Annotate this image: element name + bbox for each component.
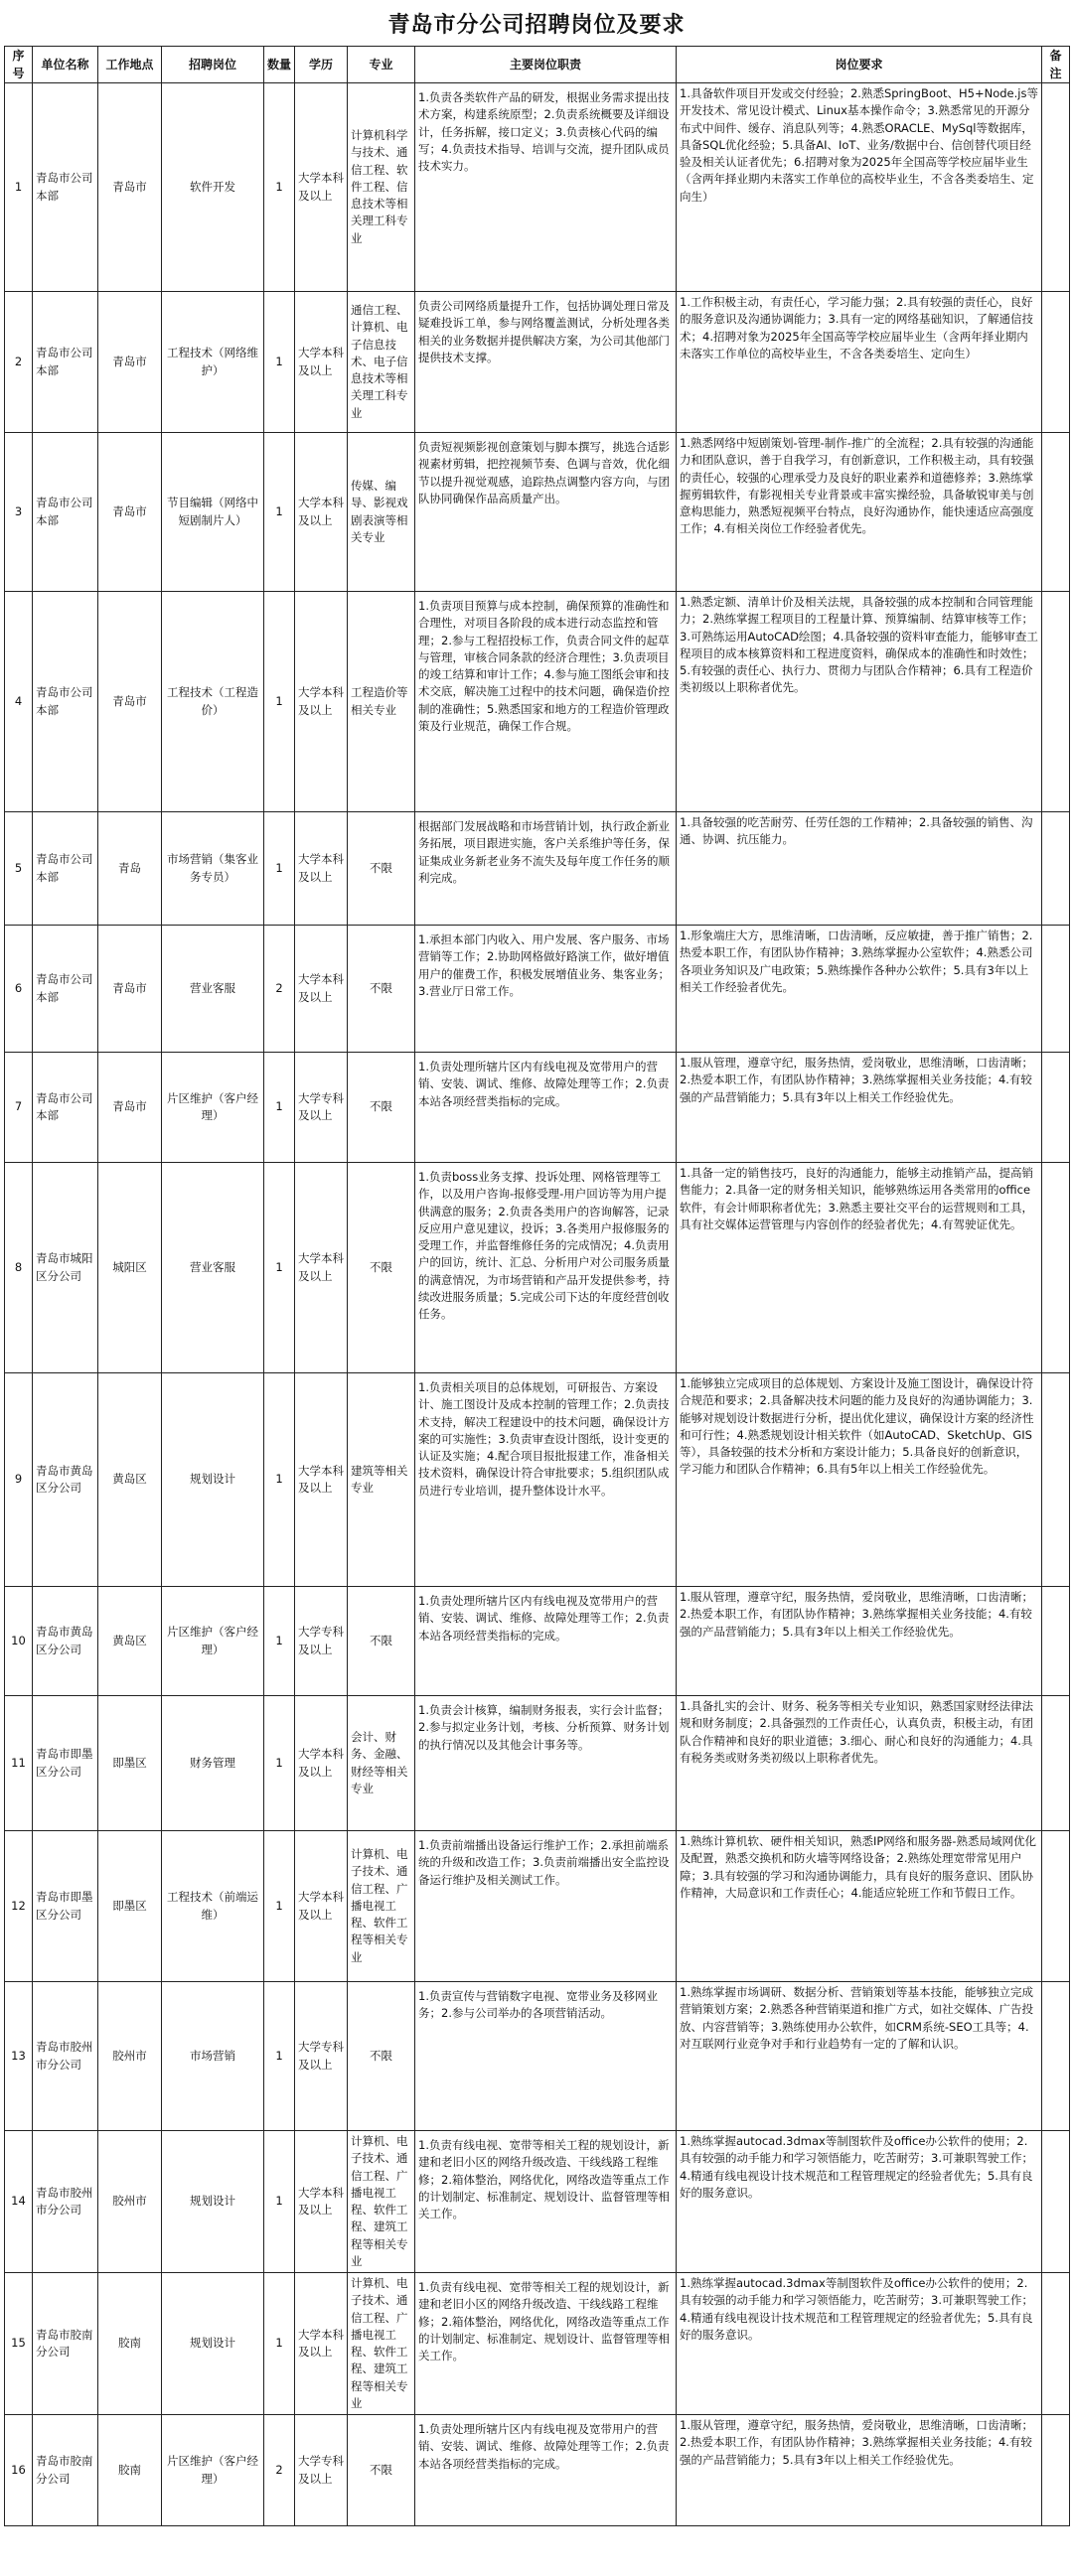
- cell-note: [1042, 1982, 1070, 2131]
- cell-duties: 负责公司网络质量提升工作，包括协调处理日常及疑难投诉工单，参与网络覆盖测试，分析处理各类相关的业务数据并提供解决方案，为公司其他部门提供技术支撑。: [415, 292, 677, 433]
- cell-duties: 1.负责会计核算，编制财务报表，实行会计监督；2.参与拟定业务计划，考核、分析预算、财务计划的执行情况以及其他会计事务等。: [415, 1696, 677, 1831]
- cell-major: 不限: [348, 1587, 415, 1696]
- cell-education: 大学本科及以上: [295, 812, 348, 926]
- cell-note: [1042, 1053, 1070, 1163]
- cell-education: 大学专科及以上: [295, 2415, 348, 2526]
- cell-major: 不限: [348, 2415, 415, 2526]
- cell-requirements: 1.服从管理，遵章守纪，服务热情，爱岗敬业，思维清晰，口齿清晰；2.热爱本职工作，有团队协作精神；3.熟练掌握相关业务技能；4.有较强的产品营销能力；5.具有3年以上相关工作经验优先。: [677, 2415, 1042, 2526]
- cell-requirements: 1.具备一定的销售技巧，良好的沟通能力，能够主动推销产品，提高销售能力；2.具备一定的财务相关知识，能够熟练运用各类常用的office软件，有会计师职称者优先；3.熟悉主要社交平台的运营规则和工具，具有社交媒体运营管理与内容创作的经验者优先；4.有驾驶证优先。: [677, 1163, 1042, 1373]
- cell-major: 不限: [348, 1053, 415, 1163]
- cell-duties: 1.负责处理所辖片区内有线电视及宽带用户的营销、安装、调试、维修、故障处理等工作；2.负责本站各项经营类指标的完成。: [415, 1053, 677, 1163]
- cell-duties: 1.负责boss业务支撑、投诉处理、网格管理等工作，以及用户咨询-报修受理-用户回访等为用户提供满意的服务；2.负责各类用户的咨询解答，记录反应用户意见建议，投诉；3.各类用户报修服务的受理工作，并监督维修任务的完成情况；4.负责用户的回访，统计、汇总、分析用户对公司服务质量的满意情况，为市场营销和产品开发提供参考，持续改进服务质量；5.完成公司下达的年度经营创收任务。: [415, 1163, 677, 1373]
- cell-requirements: 1.熟悉定额、清单计价及相关法规，具备较强的成本控制和合同管理能力；2.熟练掌握工程项目的工程量计算、预算编制、结算审核等工作；3.可熟练运用AutoCAD绘图；4.具备较强的资料审查能力，能够审查工程项目的成本核算资料和工程进度资料，确保成本的准确性和时效性；5.有较强的责任心、执行力、贯彻力与团队合作精神；6.具有工程造价类初级以上职称者优先。: [677, 592, 1042, 812]
- cell-major: 不限: [348, 812, 415, 926]
- cell-location: 胶州市: [98, 1982, 162, 2131]
- table-row: [5, 292, 1070, 433]
- table-row: [5, 926, 1070, 1053]
- table-row: [5, 1831, 1070, 1982]
- cell-education: 大学专科及以上: [295, 1982, 348, 2131]
- cell-location: 胶南: [98, 2273, 162, 2415]
- cell-count: 1: [264, 1587, 295, 1696]
- cell-location: 青岛市: [98, 433, 162, 592]
- cell-duties: 1.负责项目预算与成本控制，确保预算的准确性和合理性，对项目各阶段的成本进行动态监控和管理；2.参与工程招投标工作，负责合同文件的起草与管理，审核合同条款的经济合理性；3.负责项目的竣工结算和审计工作；4.参与施工图纸会审和技术交底，解决施工过程中的技术问题，确保造价控制的准确性；5.熟悉国家和地方的工程造价管理政策及行业规范，确保工作合规。: [415, 592, 677, 812]
- cell-duties: 根据部门发展战略和市场营销计划，执行政企新业务拓展，项目跟进实施，客户关系维护等任务，保证集成业务新老业务不流失及每年度工作任务的顺利完成。: [415, 812, 677, 926]
- cell-unit: 青岛市公司本部: [33, 812, 98, 926]
- cell-unit: 青岛市公司本部: [33, 1053, 98, 1163]
- cell-no: 15: [5, 2273, 33, 2415]
- cell-education: 大学本科及以上: [295, 592, 348, 812]
- cell-major: 不限: [348, 1163, 415, 1373]
- cell-count: 1: [264, 1982, 295, 2131]
- header-unit: 单位名称: [33, 47, 98, 83]
- cell-count: 2: [264, 2415, 295, 2526]
- cell-major: 计算机科学与技术、通信工程、软件工程、信息技术等相关理工科专业: [348, 83, 415, 292]
- cell-note: [1042, 2273, 1070, 2415]
- cell-unit: 青岛市公司本部: [33, 292, 98, 433]
- cell-major: 不限: [348, 926, 415, 1053]
- cell-no: 7: [5, 1053, 33, 1163]
- cell-education: 大学本科及以上: [295, 2131, 348, 2273]
- cell-count: 1: [264, 292, 295, 433]
- cell-duties: 1.负责前端播出设备运行维护工作；2.承担前端系统的升级和改造工作；3.负责前端播出安全监控设备运行维护及相关测试工作。: [415, 1831, 677, 1982]
- page-title: 青岛市分公司招聘岗位及要求: [387, 13, 686, 38]
- cell-location: 即墨区: [98, 1696, 162, 1831]
- table-row: [5, 2273, 1070, 2415]
- table-row: [5, 433, 1070, 592]
- cell-requirements: 1.熟练计算机软、硬件相关知识，熟悉IP网络和服务器-熟悉局域网优化及配置，熟悉交换机和防火墙等网络设备；2.熟练处理宽带常见用户障；3.具有较强的学习和沟通协调能力，具有良好的服务意识、团队协作精神，大局意识和工作责任心；4.能适应轮班工作和节假日工作。: [677, 1831, 1042, 1982]
- cell-position: 市场营销（集客业务专员）: [162, 812, 264, 926]
- cell-note: [1042, 292, 1070, 433]
- cell-count: 2: [264, 926, 295, 1053]
- cell-no: 5: [5, 812, 33, 926]
- cell-count: 1: [264, 2131, 295, 2273]
- table-row: [5, 2131, 1070, 2273]
- cell-position: 工程技术（前端运维）: [162, 1831, 264, 1982]
- cell-unit: 青岛市即墨区分公司: [33, 1696, 98, 1831]
- cell-duties: 1.负责有线电视、宽带等相关工程的规划设计，新建和老旧小区的网络升级改造、干线线路工程维修；2.箱体整治，网络优化，网络改造等重点工作的计划制定、标准制定、规划设计、监督管理等相关工作。: [415, 2273, 677, 2415]
- header-position: 招聘岗位: [162, 47, 264, 83]
- cell-location: 即墨区: [98, 1831, 162, 1982]
- cell-education: 大学本科及以上: [295, 1831, 348, 1982]
- cell-position: 工程技术（网络维护）: [162, 292, 264, 433]
- cell-education: 大学本科及以上: [295, 83, 348, 292]
- table-row: [5, 1587, 1070, 1696]
- cell-no: 13: [5, 1982, 33, 2131]
- cell-requirements: 1.熟练掌握市场调研、数据分析、营销策划等基本技能，能够独立完成营销策划方案；2.熟悉各种营销渠道和推广方式，如社交媒体、广告投放、内容营销等；3.熟练使用办公软件，如CRM系统-SEO工具等；4.对互联网行业竞争对手和行业趋势有一定的了解和认识。: [677, 1982, 1042, 2131]
- cell-major: 不限: [348, 1982, 415, 2131]
- cell-requirements: 1.具备较强的吃苦耐劳、任劳任怨的工作精神；2.具备较强的销售、沟通、协调、抗压能力。: [677, 812, 1042, 926]
- cell-count: 1: [264, 2273, 295, 2415]
- cell-major: 传媒、编导、影视戏剧表演等相关专业: [348, 433, 415, 592]
- table-row: [5, 2415, 1070, 2526]
- cell-note: [1042, 1587, 1070, 1696]
- cell-duties: 负责短视频影视创意策划与脚本撰写，挑选合适影视素材剪辑，把控视频节奏、色调与音效，优化细节以提升视觉观感，追踪热点调整内容方向，与团队协同确保作品高质量产出。: [415, 433, 677, 592]
- table-row: [5, 1373, 1070, 1587]
- cell-no: 10: [5, 1587, 33, 1696]
- cell-position: 规划设计: [162, 2131, 264, 2273]
- cell-no: 3: [5, 433, 33, 592]
- cell-location: 青岛市: [98, 83, 162, 292]
- cell-count: 1: [264, 1163, 295, 1373]
- cell-education: 大学本科及以上: [295, 433, 348, 592]
- cell-position: 工程技术（工程造价）: [162, 592, 264, 812]
- cell-unit: 青岛市公司本部: [33, 83, 98, 292]
- header-duties: 主要岗位职责: [415, 47, 677, 83]
- cell-count: 1: [264, 1696, 295, 1831]
- header-note: 备注: [1042, 47, 1070, 83]
- cell-count: 1: [264, 433, 295, 592]
- cell-position: 规划设计: [162, 2273, 264, 2415]
- table-row: [5, 592, 1070, 812]
- cell-location: 胶州市: [98, 2131, 162, 2273]
- cell-duties: 1.负责处理所辖片区内有线电视及宽带用户的营销、安装、调试、维修、故障处理等工作；2.负责本站各项经营类指标的完成。: [415, 2415, 677, 2526]
- cell-education: 大学本科及以上: [295, 292, 348, 433]
- cell-note: [1042, 2415, 1070, 2526]
- cell-education: 大学本科及以上: [295, 1373, 348, 1587]
- cell-note: [1042, 1831, 1070, 1982]
- cell-duties: 1.负责宣传与营销数字电视、宽带业务及移网业务；2.参与公司举办的各项营销活动。: [415, 1982, 677, 2131]
- cell-note: [1042, 812, 1070, 926]
- cell-position: 营业客服: [162, 1163, 264, 1373]
- header-location: 工作地点: [98, 47, 162, 83]
- cell-note: [1042, 1373, 1070, 1587]
- cell-position: 片区维护（客户经理）: [162, 1053, 264, 1163]
- header-requirements: 岗位要求: [677, 47, 1042, 83]
- cell-note: [1042, 83, 1070, 292]
- header-education: 学历: [295, 47, 348, 83]
- cell-requirements: 1.形象端庄大方，思维清晰，口齿清晰，反应敏捷，善于推广销售；2.热爱本职工作，有团队协作精神；3.熟练掌握办公室软件；4.熟悉公司各项业务知识及广电政策；5.熟练操作各种办公软件；5.具有3年以上相关工作经验者优先。: [677, 926, 1042, 1053]
- cell-location: 青岛: [98, 812, 162, 926]
- cell-requirements: 1.服从管理，遵章守纪，服务热情，爱岗敬业，思维清晰，口齿清晰；2.热爱本职工作，有团队协作精神；3.熟练掌握相关业务技能；4.有较强的产品营销能力；5.具有3年以上相关工作经验优先。: [677, 1587, 1042, 1696]
- cell-location: 青岛市: [98, 592, 162, 812]
- cell-education: 大学本科及以上: [295, 1696, 348, 1831]
- cell-requirements: 1.能够独立完成项目的总体规划、方案设计及施工图设计，确保设计符合规范和要求；2.具备解决技术问题的能力及良好的沟通协调能力；3.能够对规划设计数据进行分析，提出优化建议，确保设计方案的经济性和可行性；4.熟悉规划设计相关软件（如AutoCAD、SketchUp、GIS等），具备较强的技术分析和方案设计能力；5.具备良好的创新意识，学习能力和团队合作精神；6.具有5年以上相关工作经验优先。: [677, 1373, 1042, 1587]
- cell-position: 财务管理: [162, 1696, 264, 1831]
- cell-requirements: 1.具备扎实的会计、财务、税务等相关专业知识，熟悉国家财经法律法规和财务制度；2.具备强烈的工作责任心，认真负责，积极主动，有团队合作精神和良好的职业道德；3.细心、耐心和良好的沟通能力；4.具有税务类或财务类初级以上职称者优先。: [677, 1696, 1042, 1831]
- cell-note: [1042, 1163, 1070, 1373]
- cell-no: 1: [5, 83, 33, 292]
- cell-duties: 1.负责处理所辖片区内有线电视及宽带用户的营销、安装、调试、维修、故障处理等工作；2.负责本站各项经营类指标的完成。: [415, 1587, 677, 1696]
- table-row: [5, 1982, 1070, 2131]
- cell-no: 16: [5, 2415, 33, 2526]
- cell-major: 工程造价等相关专业: [348, 592, 415, 812]
- cell-duties: 1.负责相关项目的总体规划，可研报告、方案设计、施工图设计及成本控制的管理工作；2.负责技术支持，解决工程建设中的技术问题，确保设计方案的可实施性；3.负责审查设计图纸，设计变更的认证及实施；4.配合项目报批报建工作，准备相关技术资料，确保设计符合审批要求；5.组织团队成员进行专业培训，提升整体设计水平。: [415, 1373, 677, 1587]
- cell-unit: 青岛市公司本部: [33, 926, 98, 1053]
- cell-unit: 青岛市胶州市分公司: [33, 1982, 98, 2131]
- cell-location: 黄岛区: [98, 1373, 162, 1587]
- cell-requirements: 1.熟练掌握autocad.3dmax等制图软件及office办公软件的使用；2.具有较强的动手能力和学习领悟能力，吃苦耐劳；3.可兼职驾驶工作；4.精通有线电视设计技术规范和工程管理规定的经验者优先；5.具有良好的服务意识。: [677, 2273, 1042, 2415]
- cell-duties: 1.负责各类软件产品的研发，根据业务需求提出技术方案，构建系统原型；2.负责系统概要及详细设计，任务拆解，接口定义；3.负责核心代码的编写；4.负责技术指导、培训与交流，提升团队成员技术实力。: [415, 83, 677, 292]
- cell-unit: 青岛市胶州市分公司: [33, 2131, 98, 2273]
- cell-unit: 青岛市黄岛区分公司: [33, 1373, 98, 1587]
- cell-unit: 青岛市胶南分公司: [33, 2415, 98, 2526]
- cell-no: 4: [5, 592, 33, 812]
- cell-education: 大学本科及以上: [295, 2273, 348, 2415]
- cell-location: 青岛市: [98, 926, 162, 1053]
- table-row: [5, 1053, 1070, 1163]
- cell-note: [1042, 2131, 1070, 2273]
- header-major: 专业: [348, 47, 415, 83]
- cell-education: 大学本科及以上: [295, 926, 348, 1053]
- cell-unit: 青岛市胶南分公司: [33, 2273, 98, 2415]
- cell-location: 青岛市: [98, 292, 162, 433]
- cell-position: 营业客服: [162, 926, 264, 1053]
- cell-requirements: 1.熟练掌握autocad.3dmax等制图软件及office办公软件的使用；2.具有较强的动手能力和学习领悟能力，吃苦耐劳；3.可兼职驾驶工作；4.精通有线电视设计技术规范和工程管理规定的经验者优先；5.具有良好的服务意识。: [677, 2131, 1042, 2273]
- table-row: [5, 1696, 1070, 1831]
- cell-duties: 1.承担本部门内收入、用户发展、客户服务、市场营销等工作；2.协助网格做好路演工作，做好增值用户的催费工作，积极发展增值业务、集客业务；3.营业厅日常工作。: [415, 926, 677, 1053]
- cell-education: 大学专科及以上: [295, 1587, 348, 1696]
- cell-location: 城阳区: [98, 1163, 162, 1373]
- table-row: [5, 812, 1070, 926]
- cell-position: 片区维护（客户经理）: [162, 2415, 264, 2526]
- cell-major: 计算机、电子技术、通信工程、广播电视工程、软件工程、建筑工程等相关专业: [348, 2273, 415, 2415]
- cell-major: 通信工程、计算机、电子信息技术、电子信息技术等相关理工科专业: [348, 292, 415, 433]
- cell-count: 1: [264, 1831, 295, 1982]
- cell-education: 大学专科及以上: [295, 1053, 348, 1163]
- cell-requirements: 1.熟悉网络中短剧策划-管理-制作-推广的全流程；2.具有较强的沟通能力和团队意识，善于自我学习，有创新意识，工作积极主动，具有较强的责任心，较强的心理承受力及良好的职业素养和道德修养；3.熟练掌握剪辑软件，有影视相关专业背景或丰富实操经验，具备敏锐审美与创意构思能力，熟悉短视频平台特点，良好沟通协作，能快速适应高强度工作；4.有相关岗位工作经验者优先。: [677, 433, 1042, 592]
- cell-count: 1: [264, 1053, 295, 1163]
- cell-note: [1042, 1696, 1070, 1831]
- cell-no: 9: [5, 1373, 33, 1587]
- cell-no: 12: [5, 1831, 33, 1982]
- cell-education: 大学本科及以上: [295, 1163, 348, 1373]
- cell-duties: 1.负责有线电视、宽带等相关工程的规划设计，新建和老旧小区的网络升级改造、干线线路工程维修；2.箱体整治，网络优化，网络改造等重点工作的计划制定、标准制定、规划设计、监督管理等相关工作。: [415, 2131, 677, 2273]
- cell-location: 胶南: [98, 2415, 162, 2526]
- cell-no: 6: [5, 926, 33, 1053]
- cell-count: 1: [264, 592, 295, 812]
- cell-unit: 青岛市城阳区分公司: [33, 1163, 98, 1373]
- cell-major: 建筑等相关专业: [348, 1373, 415, 1587]
- cell-major: 会计、财务、金融、财经等相关专业: [348, 1696, 415, 1831]
- cell-note: [1042, 926, 1070, 1053]
- cell-unit: 青岛市即墨区分公司: [33, 1831, 98, 1982]
- cell-location: 青岛市: [98, 1053, 162, 1163]
- cell-unit: 青岛市黄岛区分公司: [33, 1587, 98, 1696]
- table-row: [5, 83, 1070, 292]
- header-count: 数量: [264, 47, 295, 83]
- cell-position: 节目编辑（网络中短剧制片人）: [162, 433, 264, 592]
- cell-unit: 青岛市公司本部: [33, 433, 98, 592]
- cell-major: 计算机、电子技术、通信工程、广播电视工程、软件工程、建筑工程等相关专业: [348, 2131, 415, 2273]
- cell-requirements: 1.具备软件项目开发或交付经验；2.熟悉SpringBoot、H5+Node.js等开发技术、常见设计模式、Linux基本操作命令；3.熟悉常见的开源分布式中间件、缓存、消息队列等；4.熟悉ORACLE、MySql等数据库，具备SQL优化经验；5.具备AI、IoT、业务/数据中台、信创替代项目经验及相关认证者优先；6.招聘对象为2025年全国高等学校应届毕业生（含两年择业期内未落实工作单位的高校毕业生，不含各类委培生、定向生）: [677, 83, 1042, 292]
- table-row: [5, 1163, 1070, 1373]
- cell-position: 片区维护（客户经理）: [162, 1587, 264, 1696]
- cell-note: [1042, 433, 1070, 592]
- cell-no: 11: [5, 1696, 33, 1831]
- cell-location: 黄岛区: [98, 1587, 162, 1696]
- header-no: 序号: [5, 47, 33, 83]
- cell-note: [1042, 592, 1070, 812]
- cell-count: 1: [264, 83, 295, 292]
- cell-no: 14: [5, 2131, 33, 2273]
- recruitment-table: [4, 46, 1070, 2526]
- cell-count: 1: [264, 812, 295, 926]
- cell-position: 规划设计: [162, 1373, 264, 1587]
- cell-major: 计算机、电子技术、通信工程、广播电视工程、软件工程等相关专业: [348, 1831, 415, 1982]
- cell-position: 市场营销: [162, 1982, 264, 2131]
- cell-count: 1: [264, 1373, 295, 1587]
- cell-no: 2: [5, 292, 33, 433]
- cell-position: 软件开发: [162, 83, 264, 292]
- table-header-row: [5, 47, 1070, 83]
- cell-no: 8: [5, 1163, 33, 1373]
- cell-unit: 青岛市公司本部: [33, 592, 98, 812]
- cell-requirements: 1.工作积极主动，有责任心，学习能力强；2.具有较强的责任心，良好的服务意识及沟通协调能力；3.具有一定的网络基础知识，了解通信技术；4.招聘对象为2025年全国高等学校应届毕业生（含两年择业期内未落实工作单位的高校毕业生，不含各类委培生、定向生）: [677, 292, 1042, 433]
- cell-requirements: 1.服从管理，遵章守纪，服务热情，爱岗敬业，思维清晰，口齿清晰；2.热爱本职工作，有团队协作精神；3.熟练掌握相关业务技能；4.有较强的产品营销能力；5.具有3年以上相关工作经验优先。: [677, 1053, 1042, 1163]
